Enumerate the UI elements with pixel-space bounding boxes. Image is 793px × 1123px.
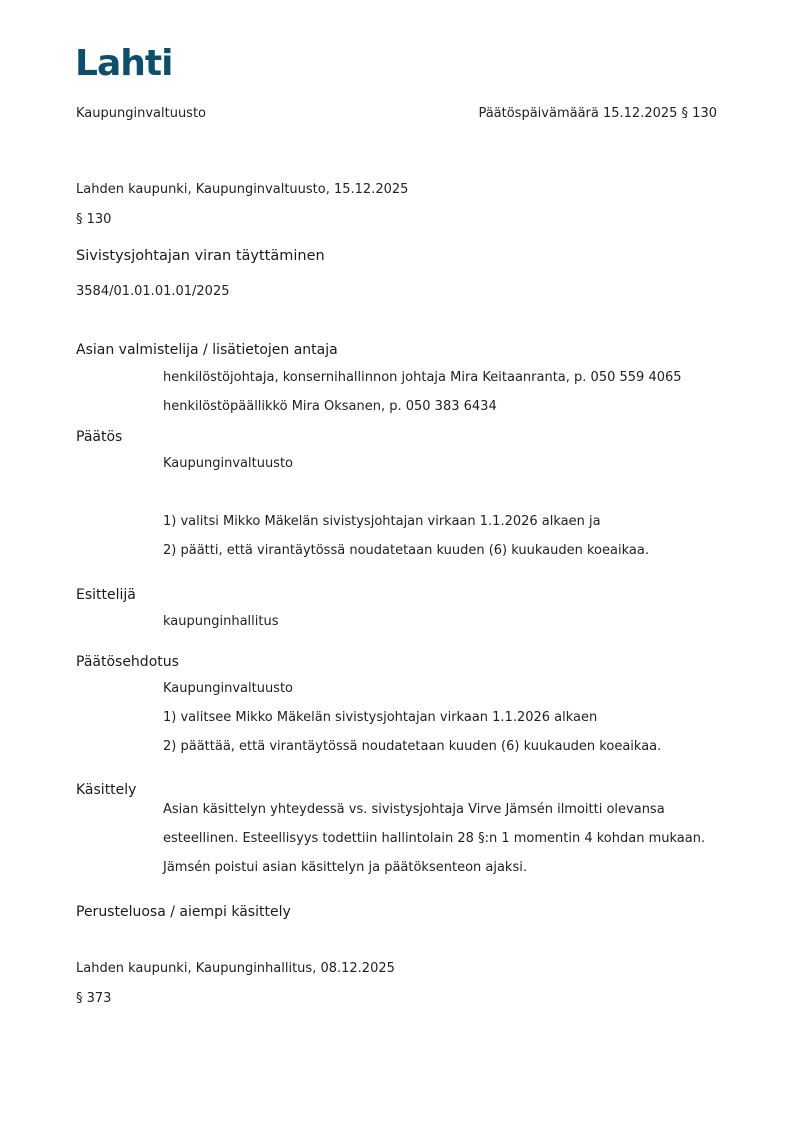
preparer-line: henkilöstöpäällikkö Mira Oksanen, p. 050 383 6434 bbox=[163, 399, 497, 414]
preparer-line: henkilöstöjohtaja, konsernihallinnon johtaja Mira Keitaanranta, p. 050 559 4065 bbox=[163, 370, 682, 385]
handling-line: esteellinen. Esteellisyys todettiin hallintolain 28 §:n 1 momentin 4 kohdan mukaan. bbox=[163, 831, 706, 846]
header-decision-date: Päätöspäivämäärä 15.12.2025 § 130 bbox=[478, 106, 717, 121]
background-section: § 373 bbox=[76, 991, 112, 1006]
record-id: 3584/01.01.01.01/2025 bbox=[76, 284, 230, 299]
handling-heading: Käsittely bbox=[76, 782, 137, 798]
lahti-logo: Lahti bbox=[75, 43, 173, 84]
handling-line: Asian käsittelyn yhteydessä vs. sivistysjohtaja Virve Jämsén ilmoitti olevansa bbox=[163, 802, 665, 817]
presenter-heading: Esittelijä bbox=[76, 587, 136, 603]
presenter-body: kaupunginhallitus bbox=[163, 614, 279, 629]
decision-item: 1) valitsi Mikko Mäkelän sivistysjohtajan virkaan 1.1.2026 alkaen ja bbox=[163, 514, 601, 529]
decision-heading: Päätös bbox=[76, 429, 123, 445]
handling-line: Jämsén poistui asian käsittelyn ja päätöksenteon ajaksi. bbox=[163, 860, 527, 875]
header-body: Kaupunginvaltuusto bbox=[76, 106, 207, 121]
background-heading: Perusteluosa / aiempi käsittely bbox=[76, 904, 291, 920]
proposal-item: 1) valitsee Mikko Mäkelän sivistysjohtajan virkaan 1.1.2026 alkaen bbox=[163, 710, 598, 725]
background-line: Lahden kaupunki, Kaupunginhallitus, 08.12.2025 bbox=[76, 961, 395, 976]
page-title: Sivistysjohtajan viran täyttäminen bbox=[76, 248, 325, 264]
meeting-line: Lahden kaupunki, Kaupunginvaltuusto, 15.12.2025 bbox=[76, 182, 409, 197]
preparer-heading: Asian valmistelija / lisätietojen antaja bbox=[76, 342, 338, 358]
decision-item: 2) päätti, että virantäytössä noudatetaan kuuden (6) kuukauden koeaikaa. bbox=[163, 543, 649, 558]
decision-body: Kaupunginvaltuusto bbox=[163, 456, 294, 471]
proposal-item: 2) päättää, että virantäytössä noudatetaan kuuden (6) kuukauden koeaikaa. bbox=[163, 739, 662, 754]
meeting-section: § 130 bbox=[76, 212, 112, 227]
proposal-heading: Päätösehdotus bbox=[76, 654, 179, 670]
proposal-body: Kaupunginvaltuusto bbox=[163, 681, 294, 696]
